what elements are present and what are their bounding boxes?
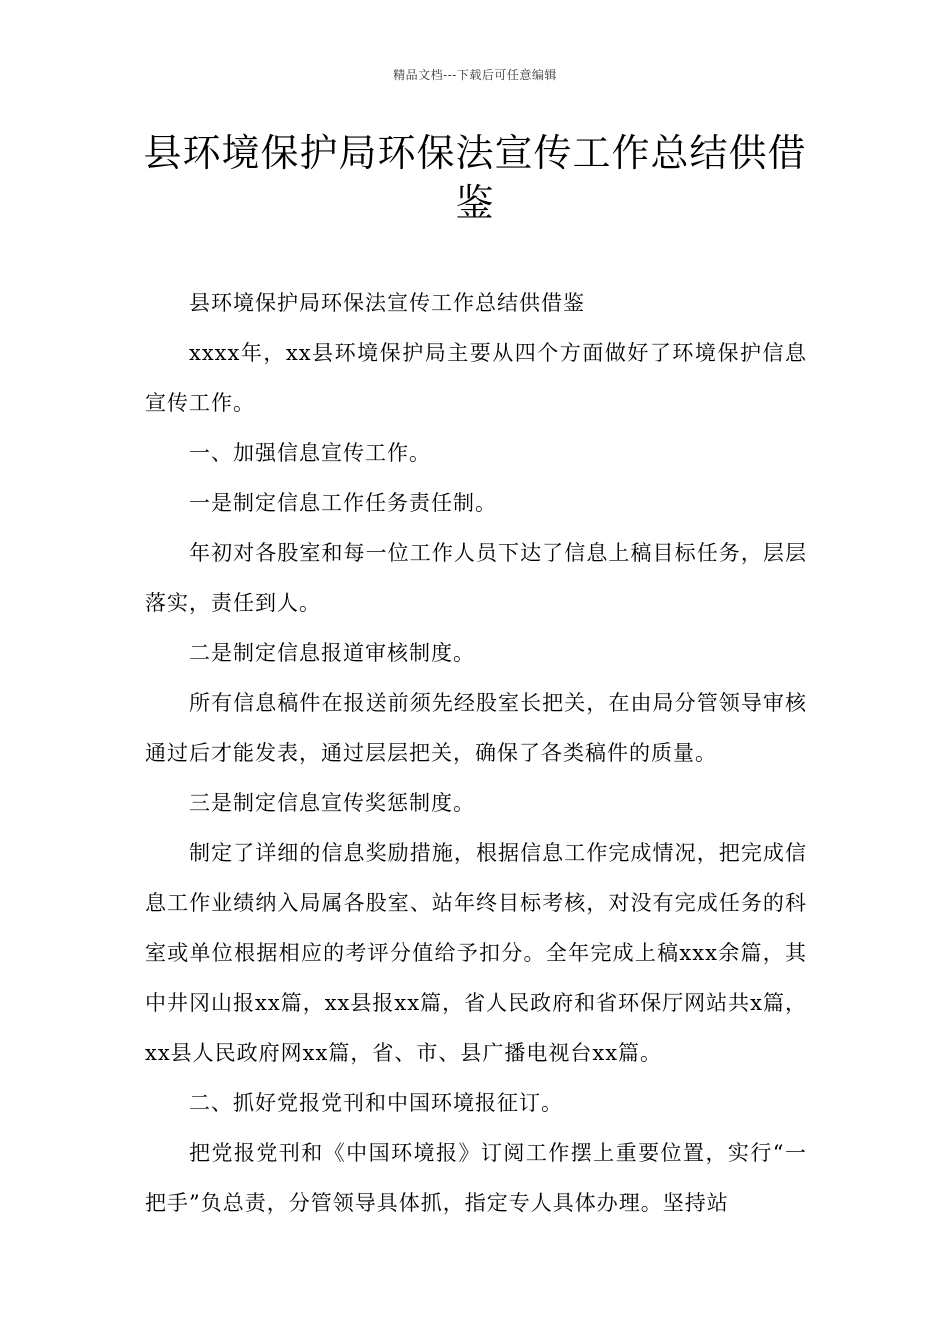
document-title: 县环境保护局环保法宣传工作总结供借鉴 <box>143 131 807 225</box>
item-heading-3: 三是制定信息宣传奖惩制度。 <box>189 791 475 815</box>
item-heading-1: 一是制定信息工作任务责任制。 <box>189 491 497 515</box>
paragraph-item-3: 制定了详细的信息奖励措施，根据信息工作完成情况，把完成信息工作业绩纳入局属各股室、站年终目标考核，对没有完成任务的科室或单位根据相应的考评分值给予扣分。全年完成上稿xxx余篇，其中井冈山报xx篇，xx县报xx篇，省人民政府和省环保厅网站共x篇，xx县人民政府网xx篇，省、市、县广播电视台xx篇。 <box>145 841 807 1065</box>
header-note: 精品文档---下载后可任意编辑 <box>393 68 557 82</box>
paragraph-section-2: 把党报党刊和《中国环境报》订阅工作摆上重要位置，实行“一把手”负总责，分管领导具体抓，指定专人具体办理。坚持站 <box>145 1141 807 1215</box>
item-heading-2: 二是制定信息报道审核制度。 <box>189 641 475 665</box>
paragraph-item-1: 年初对各股室和每一位工作人员下达了信息上稿目标任务，层层落实，责任到人。 <box>145 541 807 615</box>
paragraph-intro: xxxx年，xx县环境保护局主要从四个方面做好了环境保护信息宣传工作。 <box>145 341 807 415</box>
paragraph-item-2: 所有信息稿件在报送前须先经股室长把关，在由局分管领导审核通过后才能发表，通过层层把关，确保了各类稿件的质量。 <box>145 691 807 765</box>
document-body <box>145 278 807 1228</box>
section-heading-1: 一、加强信息宣传工作。 <box>189 441 431 465</box>
paragraph-subtitle: 县环境保护局环保法宣传工作总结供借鉴 <box>189 291 585 315</box>
section-heading-2: 二、抓好党报党刊和中国环境报征订。 <box>189 1091 563 1115</box>
